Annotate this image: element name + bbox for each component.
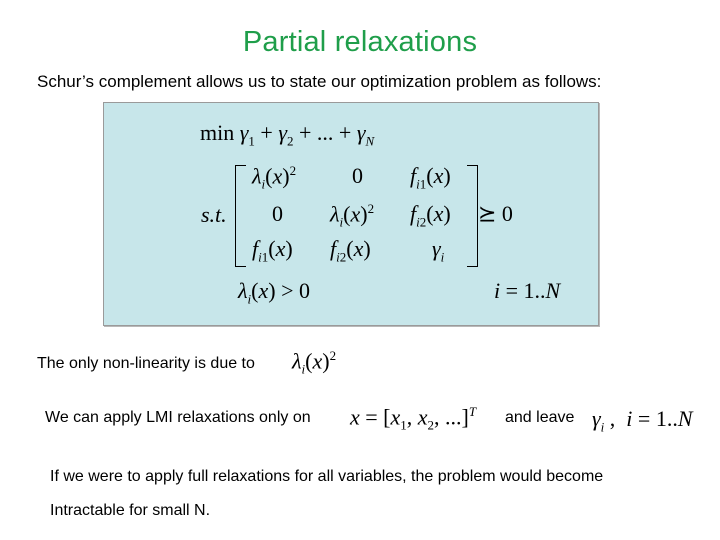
matrix-bracket-left (235, 165, 246, 267)
matrix-cell-1-2: 0 (352, 163, 363, 188)
objective: $\min \gamma_1 + \gamma_2$ + ... + $\gamma_N$ (200, 120, 375, 149)
leave-vars: $\gamma_i$ , i = 1..N (592, 406, 693, 435)
matrix-cell-2-3: $f_{i2}(x)$ (410, 201, 451, 230)
full-relaxation-line-2: Intractable for small N. (50, 502, 211, 519)
matrix-bracket-right (467, 165, 478, 267)
intro-text: Schur’s complement allows us to state our optimization problem as follows: (37, 72, 602, 91)
page-title: Partial relaxations (242, 26, 478, 58)
full-relaxation-line-1: If we were to apply full relaxations for all variables, the problem would become (50, 468, 604, 485)
matrix-cell-2-1: 0 (272, 201, 283, 226)
lmi-text: We can apply LMI relaxations only on (45, 409, 311, 426)
positivity-constraint: $\lambda_i(x) > 0$ (238, 278, 310, 307)
matrix-cell-1-1: $\lambda_i(x)^2$ (252, 163, 297, 192)
matrix-cell-1-3: $f_{i1}(x)$ (410, 163, 451, 192)
index-range: i = 1..N (494, 278, 561, 303)
psd-constraint: ⪰ 0 (478, 201, 513, 226)
matrix-cell-3-2: $f_{i2}(x)$ (330, 236, 371, 265)
x-vector: $x = [x_1$, $x_2$, ...]$^T$ (350, 404, 477, 433)
nonlinear-term: $\lambda_i(x)^2$ (292, 348, 337, 377)
subject-to-label: s.t. (201, 202, 227, 227)
matrix-cell-3-3: $\gamma_i$ (432, 236, 445, 265)
and-leave-text: and leave (505, 409, 575, 426)
matrix-cell-2-2: $\lambda_i(x)^2$ (330, 201, 375, 230)
nonlinearity-text: The only non-linearity is due to (37, 355, 255, 372)
matrix-cell-3-1: $f_{i1}(x)$ (252, 236, 293, 265)
